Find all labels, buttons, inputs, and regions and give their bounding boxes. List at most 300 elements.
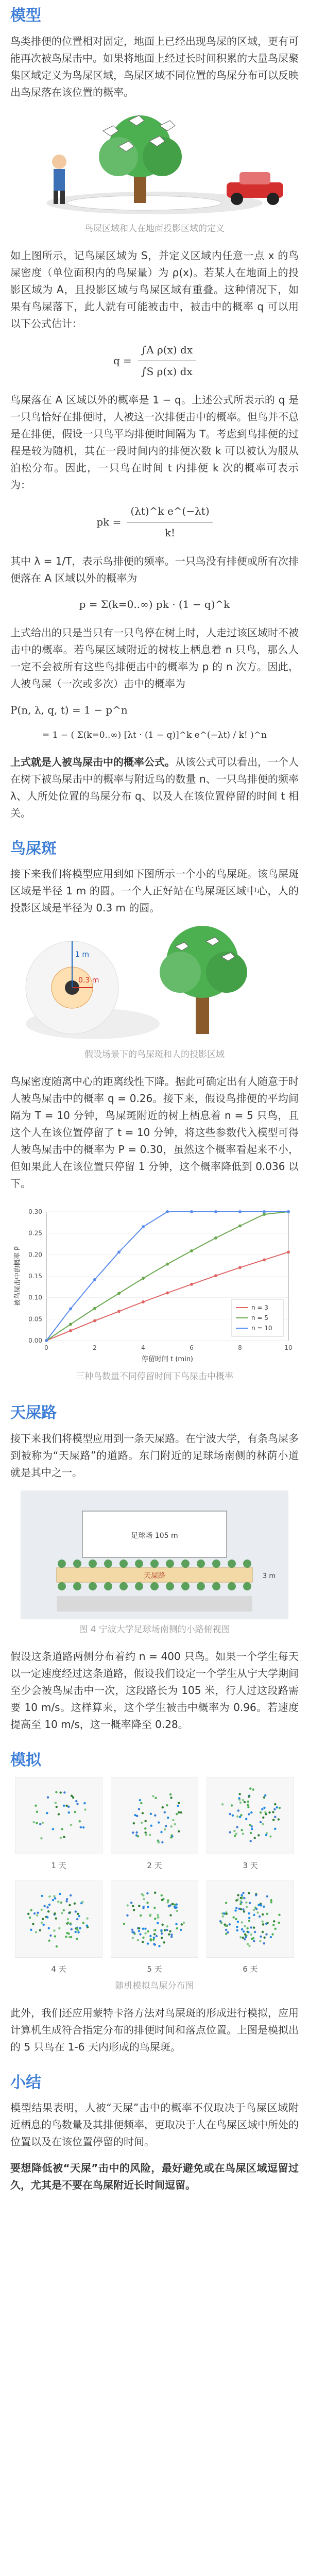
summary-para: 模型结果表明，人被“天屎”击中的概率不仅取决于鸟屎区域附近栖息的鸟数量及其排便频率，更取决于人在鸟屎区域中所处的位置以及在该位置停留的时间。 xyxy=(10,2102,299,2148)
sim-dot xyxy=(161,1841,163,1843)
sim-dot xyxy=(48,1939,50,1941)
sim-dot xyxy=(239,1897,242,1899)
chart-x-tick-label: 10 xyxy=(284,1344,293,1352)
sim-dot xyxy=(144,1820,146,1822)
sim-dot xyxy=(253,1940,255,1942)
sim-dot xyxy=(147,1942,149,1944)
sim-dot xyxy=(241,1921,243,1923)
sim-dot xyxy=(46,1906,48,1908)
sim-dot xyxy=(221,1803,224,1805)
sim-dot xyxy=(43,1905,45,1907)
chart-y-tick-label: 0.05 xyxy=(28,1315,42,1323)
sim-dot xyxy=(53,1929,55,1931)
sim-dot xyxy=(150,1825,152,1827)
sim-dot xyxy=(175,1923,177,1925)
sim-dot xyxy=(141,1893,143,1895)
sim-dot xyxy=(54,1897,56,1899)
fig2-caption: 假设场景下的鸟屎斑和人的投影区域 xyxy=(84,1049,225,1060)
model-para-poisson: 鸟屎落在 A 区域以外的概率是 1 − q。上述公式所表示的 q 是一只鸟恰好在排便时，人被这一次排便击中的概率。但鸟并不总是在排便，假设一只鸟平均排便时间隔为 T。考虑到鸟排便的过程是较为随机，其在一段时间内的排便次数 k 可以被认为服从泊松分布。因此，一只鸟在时间 t 内排便 k 次的概率可表示为： xyxy=(10,393,299,491)
sim-dot xyxy=(167,1901,169,1903)
sim-dot xyxy=(35,1805,37,1807)
sim-dot xyxy=(82,1826,84,1828)
sim-dot xyxy=(270,1936,272,1938)
sim-dot xyxy=(170,1934,173,1936)
sim-plot xyxy=(207,1777,294,1854)
sim-dot xyxy=(226,1913,228,1915)
sim-dot xyxy=(152,1939,154,1941)
sim-dot xyxy=(52,1828,54,1830)
chart-probability xyxy=(10,1201,299,1366)
sim-dot xyxy=(48,1895,50,1897)
sim-dot xyxy=(249,1824,251,1826)
sim-dot xyxy=(250,1811,252,1814)
sim-dot xyxy=(247,1806,249,1808)
sim-dot xyxy=(262,1921,264,1923)
sim-dot xyxy=(164,1828,166,1831)
sim-dot xyxy=(274,1816,276,1818)
sim-dot xyxy=(237,1894,239,1896)
sim-dot xyxy=(234,1909,236,1911)
sim-dot xyxy=(220,1922,222,1924)
sim-dot xyxy=(254,1931,256,1933)
sim-dot xyxy=(136,1815,138,1817)
sim-dot xyxy=(144,1832,146,1834)
sim-dot xyxy=(47,1910,49,1912)
chart-point xyxy=(117,1292,121,1295)
figure-bird-tree xyxy=(10,110,299,218)
sim-dot xyxy=(138,1808,140,1810)
sim-dot xyxy=(66,1898,68,1900)
sim-dot xyxy=(35,1931,37,1933)
sim-dot xyxy=(58,1927,60,1929)
sim-dot xyxy=(265,1813,267,1815)
sim-panel-label: 6 天 xyxy=(243,1964,258,1974)
sim-dot xyxy=(57,1901,59,1903)
sim-dot xyxy=(33,1821,35,1823)
sim-dot xyxy=(180,1929,182,1931)
formula-q-num: ∫A ρ(x) dx xyxy=(138,342,196,361)
sim-dot xyxy=(164,1929,166,1931)
sim-dot xyxy=(37,1912,39,1914)
sim-dot xyxy=(239,1903,242,1905)
sim-dot xyxy=(234,1835,236,1837)
chart-point xyxy=(214,1210,217,1213)
sim-dot xyxy=(168,1933,170,1935)
sim-dot xyxy=(61,1828,63,1830)
chart-point xyxy=(69,1307,72,1310)
sim-dot xyxy=(170,1936,173,1938)
sim-dot xyxy=(63,1836,65,1838)
sim-dot xyxy=(266,1895,268,1897)
sim-dot xyxy=(126,1914,128,1917)
fig1-caption: 鸟屎区域和人在地面投影区域的定义 xyxy=(84,223,225,234)
sim-dot xyxy=(240,1814,242,1816)
sim-dot xyxy=(178,1802,180,1804)
sim-dot xyxy=(247,1804,249,1806)
sim-dot xyxy=(243,1930,245,1933)
sim-dot xyxy=(46,1916,48,1918)
chart-point xyxy=(238,1225,242,1228)
sim-dot xyxy=(156,1935,158,1937)
sim-dot xyxy=(60,1902,62,1904)
sim-dot xyxy=(270,1899,272,1901)
sim-dot xyxy=(273,1808,276,1810)
sim-dot xyxy=(223,1912,225,1914)
sim-dot xyxy=(154,1797,157,1799)
sim-panel-label: 3 天 xyxy=(243,1861,258,1871)
formula-p: p = Σ(k=0..∞) pk · (1 − q)^k xyxy=(79,598,230,611)
sim-dot xyxy=(147,1930,149,1932)
sim-dot xyxy=(142,1812,144,1814)
sim-dot xyxy=(274,1803,276,1805)
sim-dot xyxy=(260,1811,262,1814)
formula-q-lhs: q = xyxy=(113,354,132,367)
sim-dot xyxy=(47,1797,49,1799)
sim-dot xyxy=(262,1931,264,1933)
sim-dot xyxy=(263,1797,265,1799)
sim-dot xyxy=(239,1802,242,1804)
sim-dot xyxy=(158,1945,160,1947)
sim-dot xyxy=(140,1914,142,1917)
chart-point xyxy=(214,1274,217,1277)
sim-dot xyxy=(132,1832,134,1834)
sim-dot xyxy=(250,1832,252,1834)
sim-dot xyxy=(157,1917,159,1919)
sim-dot xyxy=(248,1795,250,1798)
sim-dot xyxy=(260,1904,262,1906)
sim-dot xyxy=(132,1905,134,1907)
sim-dot xyxy=(86,1924,88,1926)
chart-x-tick-label: 4 xyxy=(141,1344,145,1352)
sim-panel xyxy=(207,1777,294,1872)
sim-dot xyxy=(137,1939,139,1941)
chart-point xyxy=(190,1210,193,1213)
sim-dot xyxy=(83,1802,85,1804)
sim-dot xyxy=(137,1835,139,1837)
sim-dot xyxy=(248,1945,250,1947)
sim-dot xyxy=(130,1902,132,1904)
sim-dot xyxy=(235,1833,237,1835)
model-para-n: 上式给出的只是当只有一只鸟停在树上时，人走过该区域时不被击中的概率。若鸟屎区域附近的树枝上栖息着 n 只鸟，那么人一定不会被所有这些鸟排便击中的概率为 p 的 n 次方。因此，人被鸟屎（一次或多次）击中的概率为 xyxy=(10,626,299,690)
sim-dot xyxy=(260,1936,262,1938)
sim-dot xyxy=(144,1927,146,1929)
sim-dot xyxy=(157,1922,159,1924)
sim-dot xyxy=(138,1930,140,1932)
sim-dot xyxy=(65,1900,67,1902)
figure-spot xyxy=(10,926,299,1044)
sim-dot xyxy=(39,1823,41,1825)
model-intro: 鸟类排便的位置相对固定，地面上已经出现鸟屎的区域，更有可能再次被鸟屎击中。如果将地面上经过长时间积累的大量鸟屎聚集区域定义为鸟屎区域，鸟屎区域不同位置的鸟屎分布可以反映出鸟屎落在该位置的概率。 xyxy=(10,35,299,98)
sim-dot xyxy=(247,1943,249,1945)
sim-dot xyxy=(238,1908,240,1910)
sim-dot xyxy=(176,1910,178,1912)
chart-x-axis-label: 停留时间 t (min) xyxy=(141,1355,194,1364)
sim-dot xyxy=(239,1936,242,1938)
sim-dot xyxy=(270,1901,272,1903)
sim-dot xyxy=(70,1824,72,1826)
sim-dot xyxy=(75,1910,77,1912)
chart-legend-label: n = 5 xyxy=(251,1314,268,1322)
sim-dot xyxy=(264,1794,266,1797)
chart-x-tick-label: 6 xyxy=(190,1344,194,1352)
formula-q-den: ∫S ρ(x) dx xyxy=(141,365,193,378)
sim-dot xyxy=(251,1828,253,1830)
chart-y-axis-label: 被鸟屎击中的概率 P xyxy=(14,1246,22,1307)
sim-dot xyxy=(243,1897,245,1899)
sim-dot xyxy=(142,1937,144,1939)
sim-dot xyxy=(79,1820,81,1822)
chart-point xyxy=(263,1210,266,1213)
sim-dot xyxy=(183,1922,185,1924)
sim-dot xyxy=(76,1918,78,1920)
chart-y-tick-label: 0.20 xyxy=(28,1251,42,1259)
sim-dot xyxy=(150,1813,152,1815)
sim-dot xyxy=(166,1804,168,1806)
sim-dot xyxy=(224,1923,226,1925)
sim-dot xyxy=(153,1943,155,1945)
chart-y-tick-label: 0.25 xyxy=(28,1229,42,1237)
sim-dot xyxy=(227,1931,229,1934)
formula-pk xyxy=(10,503,299,541)
sim-dot xyxy=(36,1822,38,1824)
sim-dot xyxy=(239,1900,242,1902)
sim-dot xyxy=(68,1811,70,1814)
sim-dot xyxy=(244,1801,246,1803)
sim-dot xyxy=(78,1915,80,1917)
sim-dot xyxy=(68,1904,71,1906)
sim-dot xyxy=(36,1811,38,1813)
sim-dot xyxy=(152,1795,154,1797)
sim-dot xyxy=(174,1906,176,1908)
sim-dot xyxy=(225,1933,227,1935)
formula-pk-num: (λt)^k e^(−λt) xyxy=(127,503,212,522)
chart-point xyxy=(190,1249,193,1252)
sim-dot xyxy=(146,1902,148,1904)
sim-dot xyxy=(63,1791,65,1793)
chart-point xyxy=(93,1278,96,1281)
sim-dot xyxy=(266,1913,268,1915)
chart-point xyxy=(93,1307,96,1310)
sim-dot xyxy=(177,1805,179,1807)
sim-plot xyxy=(111,1777,198,1854)
sim-dot xyxy=(258,1904,260,1906)
sim-dot xyxy=(174,1823,176,1825)
sim-dot xyxy=(232,1815,234,1817)
sim-dot xyxy=(225,1902,227,1904)
model-summary-bold: 上式就是人被鸟屎击中的概率公式。 xyxy=(10,755,175,768)
model-summary-rest: 从该公式可以看出，一个人在树下被鸟屎击中的概率与附近鸟的数量 n、一只鸟排便的频率 λ、人所处位置的鸟屎分布 q、以及人在该位置停留的时间 t 相关。 xyxy=(10,755,299,819)
sim-dot xyxy=(248,1912,250,1914)
sim-dot xyxy=(262,1913,264,1916)
chart-point xyxy=(69,1323,72,1326)
sim-dot xyxy=(142,1907,144,1909)
sim-dot xyxy=(236,1816,238,1818)
sim-dot xyxy=(71,1928,73,1930)
sim-dot xyxy=(170,1825,172,1827)
chart-point xyxy=(142,1300,145,1303)
sim-dot xyxy=(76,1928,78,1930)
sim-dot xyxy=(243,1910,245,1912)
sim-dot xyxy=(70,1922,72,1924)
sim-dot xyxy=(158,1841,160,1843)
sim-dot xyxy=(154,1892,156,1894)
sim-dot xyxy=(67,1806,70,1808)
formula-P-2: = 1 − ( Σ(k=0..∞) [λt · (1 − q)]^k e^(−λt) / k! )^n xyxy=(42,730,267,740)
sim-dot xyxy=(75,1800,77,1802)
sim-dot xyxy=(146,1892,148,1894)
sim-dot xyxy=(271,1933,273,1935)
sim-para: 此外，我们还应用蒙特卡洛方法对鸟屎斑的形成进行模拟，应用计算机生成符合指定分布的排便时间和落点位置。上图是模拟出的 5 只鸟在 1-6 天内形成的鸟屎斑。 xyxy=(10,2006,299,2053)
sim-dot xyxy=(242,1892,244,1894)
sim-dot xyxy=(59,1791,61,1793)
sim-dot xyxy=(139,1933,141,1935)
sim-dot xyxy=(56,1945,58,1947)
model-para-def: 如上图所示，记鸟屎区域为 S，并定义区域内任意一点 x 的鸟屎密度（单位面积内的鸟屎量）为 ρ(x)。若某人在地面上的投影区域为 A，且投影区域与鸟屎区域有重叠。这种情况下，如果有鸟屎落下，此人就有可能被击中，被击中的概率 q 可以用以下公式估计： xyxy=(10,249,299,330)
sim-dot xyxy=(272,1924,274,1926)
sim-dot xyxy=(74,1931,76,1933)
chart-y-tick-label: 0.00 xyxy=(28,1337,42,1345)
figure-road xyxy=(21,1490,288,1619)
sim-dot xyxy=(232,1917,234,1919)
sim-panel xyxy=(15,1777,102,1872)
sim-dot xyxy=(42,1822,44,1824)
sim-dot xyxy=(30,1929,32,1931)
sim-dot xyxy=(261,1808,263,1810)
sim-dot xyxy=(86,1917,88,1919)
sim-dot xyxy=(253,1909,255,1911)
sim-dot xyxy=(164,1811,166,1814)
sim-dot xyxy=(242,1937,244,1939)
sim-dot xyxy=(247,1801,249,1803)
chart-y-tick-label: 0.10 xyxy=(28,1294,42,1301)
sim-dot xyxy=(167,1817,169,1819)
sim-dot xyxy=(255,1908,258,1910)
sim-dot xyxy=(274,1928,277,1930)
sim-dot xyxy=(265,1933,267,1935)
sim-dot xyxy=(133,1909,135,1911)
chart-point xyxy=(287,1250,290,1253)
sim-dot xyxy=(77,1931,79,1933)
sim-dot xyxy=(161,1933,163,1935)
sim-panel-label: 4 天 xyxy=(51,1964,66,1974)
sim-dot xyxy=(53,1895,55,1897)
road-para: 假设这条道路两侧分布着约 n = 400 只鸟。如果一个学生每天以一定速度经过这条道路，假设我们设定一个学生从宁大学期间至少会被鸟屎击中一次，这段路长为 105 米，行人过这段路需要 10 m/s。这样算来，这个学生被击中概率为 0.96。若速度提高至 10 m/s，这一概率降至 0.28。 xyxy=(10,1650,299,1731)
sim-dot xyxy=(278,1922,280,1924)
sim-dot xyxy=(48,1904,50,1906)
model-para-lambda: 其中 λ = 1/T，表示鸟排便的频率。一只鸟没有排便或所有次排便落在 A 区域以外的概率为 xyxy=(10,554,299,584)
chart-point xyxy=(142,1277,145,1280)
sim-dot xyxy=(70,1936,72,1938)
sim-dot xyxy=(247,1931,249,1933)
sim-dot xyxy=(160,1929,162,1931)
sim-panel-label: 1 天 xyxy=(51,1861,66,1871)
sim-dot xyxy=(67,1918,69,1920)
sim-panel xyxy=(111,1777,198,1872)
sim-dot xyxy=(236,1929,238,1931)
sim-dot xyxy=(163,1941,165,1943)
sim-dot xyxy=(241,1894,243,1896)
chart-legend-label: n = 3 xyxy=(251,1304,268,1312)
sim-dot xyxy=(259,1940,261,1942)
section-title-summary: 小结 xyxy=(10,2073,41,2092)
sim-dot xyxy=(273,1920,275,1922)
label-radius-person: 0.3 m xyxy=(78,976,99,985)
sim-dot xyxy=(149,1913,151,1916)
sim-dot xyxy=(166,1925,168,1927)
sim-dot xyxy=(142,1941,144,1943)
sim-dot xyxy=(244,1925,246,1927)
sim-dot xyxy=(238,1797,240,1799)
label-road-width: 3 m xyxy=(263,1572,276,1580)
chart-point xyxy=(117,1310,121,1313)
sim-dot xyxy=(149,1935,151,1937)
sim-dot xyxy=(235,1899,237,1901)
sim-panel xyxy=(207,1880,294,1976)
formula-pk-den: k! xyxy=(164,526,176,539)
sim-dot xyxy=(74,1903,76,1905)
chart-point xyxy=(166,1292,169,1295)
label-field: 足球场 105 m xyxy=(131,1531,178,1540)
sim-dot xyxy=(30,1909,32,1911)
sim-dot xyxy=(132,1937,134,1939)
sim-dot xyxy=(241,1928,243,1930)
sim-dot xyxy=(255,1894,257,1896)
sim-dot xyxy=(29,1917,31,1919)
sim-dot xyxy=(42,1918,44,1920)
spot-para-density: 鸟屎密度随离中心的距离线性下降。据此可确定出有人随意于时人被鸟屎击中的概率 q = 0.26。接下来，假设鸟排便的平均间隔为 T = 10 分钟，鸟屎斑附近的树上栖息着 n = 5 只鸟，且这个人在该位置停留了 t = 10 分钟，将这些参数代入模型可得人被鸟屎击中的概率为 P = 0.30，虽然这个概率看起来不小，但如果此人在该位置只停留 1 分钟，这个概率降低到 0.036 以下。 xyxy=(10,1075,299,1190)
sim-dot xyxy=(178,1811,180,1814)
sim-dot xyxy=(135,1832,138,1834)
sim-dot xyxy=(41,1895,43,1897)
chart-point xyxy=(45,1339,48,1342)
formula-pk-lhs: pk = xyxy=(96,515,122,528)
sim-dot xyxy=(76,1938,78,1940)
sim-dot xyxy=(222,1916,224,1918)
sim-dot xyxy=(160,1831,162,1833)
sim-dot xyxy=(67,1922,69,1924)
sim-dot xyxy=(76,1803,78,1805)
sim-dot xyxy=(54,1912,56,1914)
sim-dot xyxy=(144,1827,146,1829)
sim-dot xyxy=(235,1907,237,1909)
sim-dot xyxy=(248,1920,250,1922)
sim-dot xyxy=(272,1811,274,1813)
sim-dot xyxy=(181,1923,183,1925)
sim-dot xyxy=(150,1939,152,1941)
road-intro: 接下来我们将模型应用到一条天屎路。在宁波大学，有条鸟屎多到被称为“天屎路”的道路。东门附近的足球场南侧的林荫小道就是其中之一。 xyxy=(10,1432,299,1479)
sim-dot xyxy=(161,1894,163,1896)
sim-dot xyxy=(235,1918,237,1920)
chart-point xyxy=(214,1236,217,1240)
sim-dot xyxy=(262,1823,264,1825)
sim-dot xyxy=(131,1931,133,1933)
sim-dot xyxy=(133,1822,135,1824)
sim-dot xyxy=(39,1929,41,1931)
sim-dot xyxy=(82,1922,84,1924)
chart-point xyxy=(117,1250,121,1253)
sim-dot xyxy=(141,1822,143,1824)
sim-dot xyxy=(142,1928,144,1930)
sim-dot xyxy=(144,1932,146,1934)
sim-dot xyxy=(268,1811,270,1814)
sim-dot xyxy=(242,1799,244,1801)
sim-dot xyxy=(246,1906,248,1908)
sim-dot xyxy=(41,1922,43,1924)
sim-dot xyxy=(154,1918,156,1920)
sim-dot xyxy=(260,1821,262,1823)
sim-dot xyxy=(253,1837,255,1839)
sim-dot xyxy=(231,1804,233,1806)
